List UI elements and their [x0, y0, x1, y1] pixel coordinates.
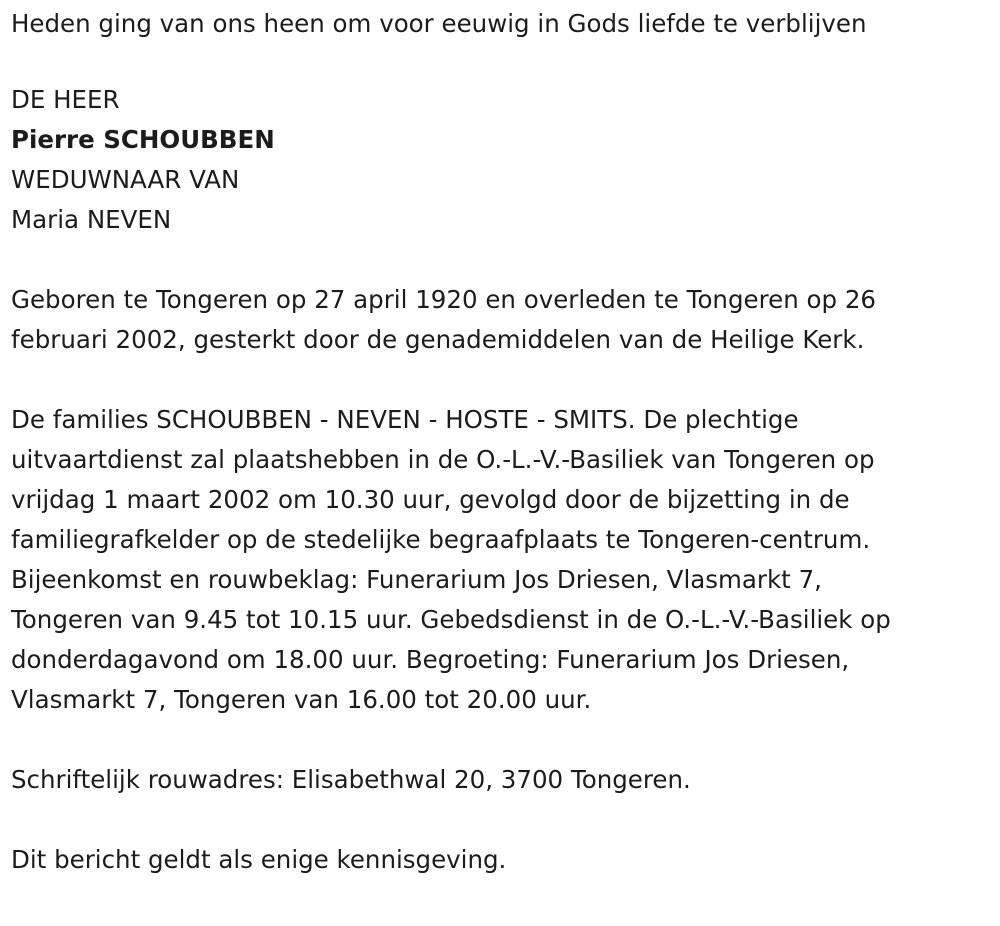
paragraph-line: De families SCHOUBBEN - NEVEN - HOSTE - SMITS. De plechtige [11, 405, 799, 434]
funeral-paragraph [11, 400, 971, 720]
paragraph-line: Tongeren van 9.45 tot 10.15 uur. Gebedsdienst in de O.-L.-V.-Basiliek op [11, 605, 891, 634]
closing-text: Dit bericht geldt als enige kennisgeving. [11, 845, 507, 874]
paragraph-line: vrijdag 1 maart 2002 om 10.30 uur, gevolgd door de bijzetting in de [11, 485, 850, 514]
paragraph-line: Vlasmarkt 7, Tongeren van 16.00 tot 20.00 uur. [11, 685, 592, 714]
paragraph-line: Geboren te Tongeren op 27 april 1920 en overleden te Tongeren op 26 [11, 285, 877, 314]
deceased-name: Pierre SCHOUBBEN [11, 125, 275, 154]
paragraph-line: donderdagavond om 18.00 uur. Begroeting: Funerarium Jos Driesen, [11, 645, 850, 674]
paragraph-line: februari 2002, gesterkt door de genademiddelen van de Heilige Kerk. [11, 325, 865, 354]
spacer [11, 48, 991, 80]
deceased-title: DE HEER [11, 85, 120, 114]
spacer [11, 800, 991, 840]
birth-death-paragraph [11, 280, 971, 360]
paragraph-line: uitvaartdienst zal plaatshebben in de O.-L.-V.-Basiliek van Tongeren op [11, 445, 875, 474]
intro-text: Heden ging van ons heen om voor eeuwig in Gods liefde te verblijven [11, 9, 867, 38]
relation-text: WEDUWNAAR VAN [11, 165, 240, 194]
mourning-address: Schriftelijk rouwadres: Elisabethwal 20, 3700 Tongeren. [11, 765, 691, 794]
paragraph-line: Bijeenkomst en rouwbeklag: Funerarium Jos Driesen, Vlasmarkt 7, [11, 565, 822, 594]
spacer [11, 720, 991, 760]
spacer [11, 240, 991, 280]
spouse-name: Maria NEVEN [11, 205, 172, 234]
death-notice [11, 0, 991, 880]
paragraph-line: familiegrafkelder op de stedelijke begraafplaats te Tongeren-centrum. [11, 525, 871, 554]
spacer [11, 360, 991, 400]
